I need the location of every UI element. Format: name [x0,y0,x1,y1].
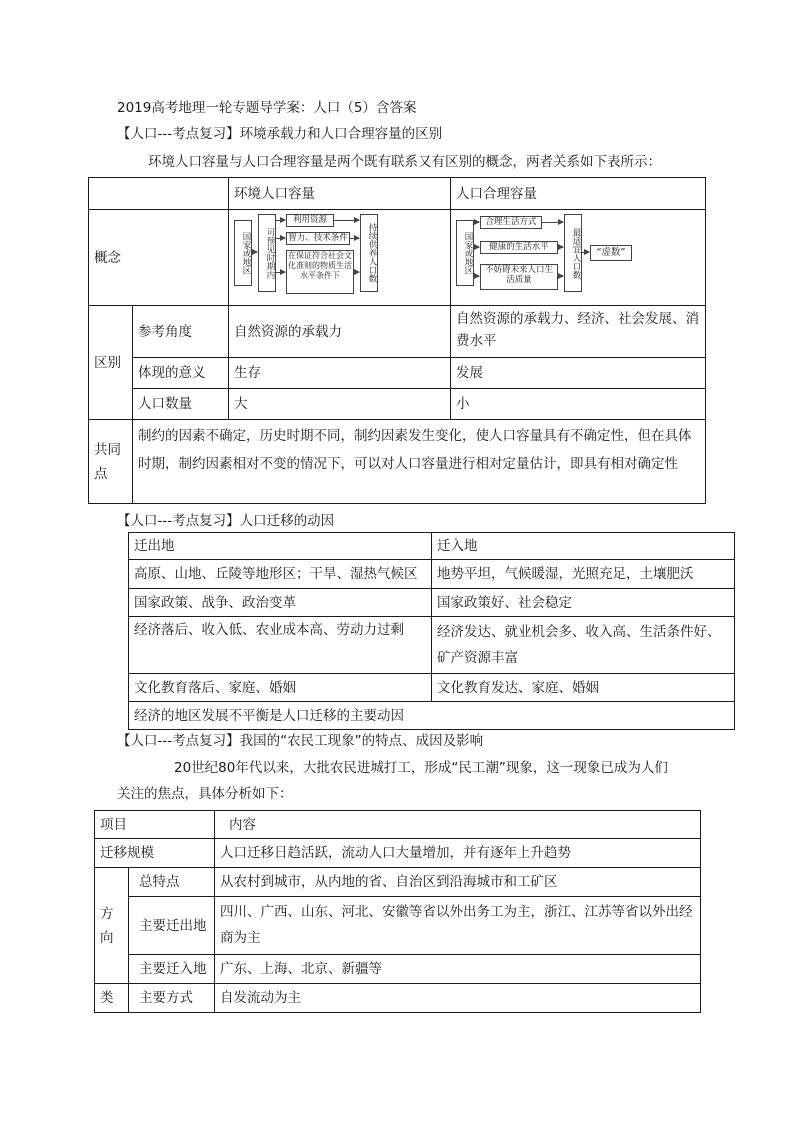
origin-cell: 经济落后、收入低、农业成本高、劳动力过剩 [129,617,432,674]
row-label: 主要方式 [129,984,215,1013]
destination-cell: 地势平坦，气候暖湿，光照充足，土壤肥沃 [432,560,735,589]
document-title: 2019高考地理一轮专题导学案：人口（5）含答案 [117,100,417,116]
diagram-box-period: 可预见时期内 [258,214,276,292]
section-heading-migration-motives: 【人口---考点复习】人口迁移的动因 [117,513,335,529]
diagram-box-optimal-population: 最适宜人口数 [564,214,582,292]
col-header-destination: 迁入地 [432,533,735,560]
diagram-arrow [275,272,285,273]
group-label-direction: 方向 [95,868,129,984]
diagram-box-lifestyle: 合理生活方式 [480,216,542,229]
migration-motives-table [128,532,735,730]
env-capacity-diagram [232,214,447,294]
migration-summary-cell: 经济的地区发展不平衡是人口迁移的主要动因 [129,702,735,730]
diagram-box-future-quality: 不妨碍未来人口生活质量 [480,264,558,290]
diagram-box-technology: 智力、技术条件 [286,232,350,245]
diagram-arrow [333,220,359,221]
diagram-arrow [541,222,563,223]
row-label: 体现的意义 [133,358,229,389]
capacity-comparison-table [88,177,706,504]
origin-cell: 文化教育落后、家庭、婚姻 [129,674,432,702]
direction-text-cell: 四川、广西、山东、河北、安徽等省以外出务工为主，浙江、江苏等省以外出经商为主 [215,897,701,955]
env-cell: 大 [229,389,451,420]
migrant-workers-table [94,810,701,1013]
diagram-box-region: 国家或地区 [234,220,252,286]
diagram-arrow [473,247,479,248]
reasonable-cell: 发展 [451,358,706,389]
diagram-arrow [275,238,285,239]
section-heading-capacity: 【人口---考点复习】环境承载力和人口合理容量的区别 [117,126,443,142]
col-header-reasonable-capacity: 人口合理容量 [451,178,706,210]
section-intro-capacity: 环境人口容量与人口合理容量是两个既有联系又有区别的概念，两者关系如下表所示： [148,154,661,170]
row-label-scale: 迁移规模 [95,839,215,868]
section-heading-migrant-workers: 【人口---考点复习】我国的“农民工现象”的特点、成因及影响 [117,733,484,749]
direction-text-cell: 广东、上海、北京、新疆等 [215,955,701,984]
reasonable-capacity-diagram [454,214,702,294]
col-header-origin: 迁出地 [129,533,432,560]
diagram-arrow [473,276,479,277]
env-cell: 生存 [229,358,451,389]
reasonable-cell: 小 [451,389,706,420]
scale-text-cell: 人口迁移日趋活跃，流动人口大量增加，并有逐年上升趋势 [215,839,701,868]
col-header-env-capacity: 环境人口容量 [229,178,451,210]
destination-cell: 国家政策好、社会稳定 [432,589,735,617]
reasonable-cell: 自然资源的承载力、经济、社会发展、消费水平 [451,306,706,358]
origin-cell: 国家政策、战争、政治变革 [129,589,432,617]
row-label: 人口数量 [133,389,229,420]
section-intro-line-1: 20世纪80年代以来，大批农民进城打工，形成“民工潮”现象，这一现象已成为人们 [174,760,668,776]
diagram-box-virtual-number: “虚数” [590,245,632,261]
section-intro-line-2: 关注的焦点，具体分析如下： [117,786,293,802]
diagram-arrow [557,247,563,248]
diagram-box-living-standard: 在保证符合社会文化准则的物质生活水平条件下 [286,250,354,294]
row-label: 总特点 [129,868,215,897]
group-label-difference: 区别 [89,306,133,420]
reasonable-capacity-diagram-cell [451,210,706,306]
diagram-box-resources: 利用资源 [286,214,334,227]
diagram-arrow [349,238,359,239]
header-blank-cell [89,178,229,210]
col-header-item: 项目 [95,811,215,839]
diagram-arrow [473,222,479,223]
diagram-box-sustainable-population: 持续供养人口数 [360,214,378,292]
row-label: 主要迁入地 [129,955,215,984]
env-capacity-diagram-cell [229,210,451,306]
row-label: 主要迁出地 [129,897,215,955]
diagram-arrow [581,252,589,253]
diagram-box-healthy-living: 健康的生活水平 [480,241,558,254]
destination-cell: 文化教育发达、家庭、婚姻 [432,674,735,702]
row-label: 参考角度 [133,306,229,358]
diagram-box-region: 国家或地区 [456,220,474,286]
row-label-common: 共同点 [89,420,133,504]
diagram-arrow [251,252,257,253]
group-label-type: 类 [95,984,129,1013]
diagram-arrow [353,272,359,273]
col-header-content: 内容 [215,811,701,839]
common-text-cell: 制约的因素不确定，历史时期不同，制约因素发生变化，使人口容量具有不确定性，但在具体时期，制约因素相对不变的情况下，可以对人口容量进行相对定量估计，即具有相对确定性 [133,420,706,504]
env-cell: 自然资源的承载力 [229,306,451,358]
origin-cell: 高原、山地、丘陵等地形区；干旱、湿热气候区 [129,560,432,589]
destination-cell: 经济发达、就业机会多、收入高、生活条件好、矿产资源丰富 [432,617,735,674]
diagram-arrow [557,276,563,277]
type-text-cell: 自发流动为主 [215,984,701,1013]
row-label-concept: 概念 [89,210,229,306]
diagram-arrow [275,220,285,221]
direction-text-cell: 从农村到城市，从内地的省、自治区到沿海城市和工矿区 [215,868,701,897]
